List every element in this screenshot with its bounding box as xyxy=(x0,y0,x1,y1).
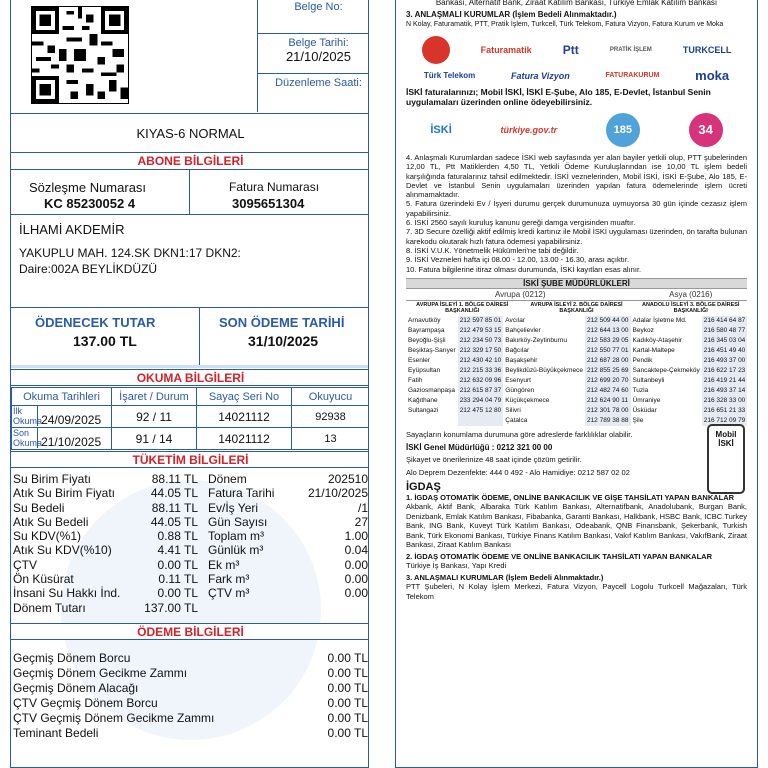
branch-phone: 216 651 21 33 xyxy=(703,407,746,415)
consumption-details xyxy=(13,472,368,615)
meter-serial: 14021112 xyxy=(197,428,292,450)
moka-logo: moka xyxy=(695,68,730,83)
branch-name: Üsküdar xyxy=(632,407,657,415)
partner-logos-row-1 xyxy=(406,36,747,64)
note-item: 6. İSKİ 2560 sayılı kuruluş kanunu gereği damga vergisinden muaftır. xyxy=(406,218,636,228)
address-line-2: Daire:002A BEYLİKDÜZÜ xyxy=(19,262,158,276)
belge-no-label: Belge No: xyxy=(258,0,369,34)
turkcell-logo: TURKCELL xyxy=(682,45,732,55)
consumption-value: 0.00 xyxy=(344,586,368,601)
invoice-front-panel xyxy=(10,0,369,768)
igdas-section xyxy=(406,493,747,602)
belge-tarihi-value: 21/10/2025 xyxy=(285,49,352,64)
consumption-label: İnsani Su Hakkı İnd. xyxy=(13,586,121,601)
belge-tarihi-label: Belge Tarihi: xyxy=(288,37,349,49)
table-row xyxy=(13,472,368,486)
consumption-label: ÇTV m³ xyxy=(208,586,250,601)
table-row xyxy=(13,501,368,515)
consumption-label: Su KDV(%1) xyxy=(13,529,82,544)
branch-phone: 216 328 33 00 xyxy=(703,397,746,405)
branch-name: Silivri xyxy=(505,407,521,415)
address-line-1: YAKUPLU MAH. 124.SK DKN1:17 DKN2: xyxy=(19,246,241,260)
note-item: 5. Fatura üzerindeki Ev / İşyeri durumu gerçek durumunuza uymuyorsa 30 gün içinde cezasız işlem yapabilirsiniz. xyxy=(406,199,747,218)
edevlet-logo: türkiye.gov.tr xyxy=(500,125,558,135)
table-row xyxy=(12,428,370,450)
note-item: 4. Anlaşmalı Kurumlardan sadece İSKİ web sayfasında yer alan bayiler yetkili olup, PTT şubelerinden 12,00 TL, Ptt Matiklerden 4,50 TL, Yetkili Ödeme Kuruluşlarından ise 10,00 TL işlem bedeli karşılığında faturalarınız tahsil edilmektedir. İSKİ veznelerinden, Mobil İSKİ, İSKİ E-Şube, Alo 185, E-Devlet ve İstanbul Senin uygulamaları üzerinden yapılan fatura ödemelerinde işlem ücreti alınmamaktadır. xyxy=(406,153,747,200)
branch-name: Şile xyxy=(632,417,644,425)
invoice-number: 3095651304 xyxy=(232,196,305,211)
branch-name: Beylikdüzü-Büyükçekmece xyxy=(505,367,583,375)
table-row xyxy=(406,366,747,376)
table-row xyxy=(13,558,368,572)
branch-name: Sancaktepe-Çekmeköy xyxy=(632,367,700,375)
igdas1-title: 1. İGDAŞ OTOMATİK ÖDEME, ONLİNE BANKACILIK VE GİŞE TAHSİLATI YAPAN BANKALAR xyxy=(406,492,735,502)
payment-details xyxy=(13,651,369,741)
branch-name: Beşiktaş-Sarıyer xyxy=(408,347,456,355)
branch-phone: 216 419 21 44 xyxy=(703,377,746,385)
reading-header: Okuma Tarihleri xyxy=(12,388,112,406)
due-date-label: SON ÖDEME TARİHİ xyxy=(219,315,345,330)
consumption-label: Günlük m³ xyxy=(208,543,264,558)
branch-name: Esenyurt xyxy=(505,377,531,385)
table-row xyxy=(406,406,747,416)
consumption-label: Fatura Tarihi xyxy=(208,486,275,501)
branch-name: Fatih xyxy=(408,377,423,385)
branch-phone: 212 699 20 70 xyxy=(586,377,629,385)
table-row xyxy=(406,396,747,406)
table-row xyxy=(406,416,747,426)
table-row xyxy=(406,326,747,336)
consumption-value: 88.11 TL xyxy=(151,472,198,486)
pratik-islem-logo: PRATİK İŞLEM xyxy=(609,47,652,53)
branch-phone: 212 479 53 15 xyxy=(459,327,502,335)
reader-id: 13 xyxy=(292,428,370,450)
alo185-logo: 185 xyxy=(606,113,640,147)
consumption-value: 88.11 TL xyxy=(151,500,198,515)
branch-name: Pendik xyxy=(632,357,653,365)
invoice-label: Fatura Numarası xyxy=(229,180,320,194)
consumption-label: Atık Su KDV(%10) xyxy=(13,543,112,558)
table-row xyxy=(12,406,370,428)
consumption-label: Ev/İş Yeri xyxy=(208,500,259,515)
branch-phone: 216 414 64 87 xyxy=(703,317,746,325)
table-row xyxy=(13,543,368,557)
table-row xyxy=(13,601,368,615)
document-info-box xyxy=(257,0,369,112)
branch-name: Çatalca xyxy=(505,417,528,425)
consumption-section-title: TÜKETİM BİLGİLERİ xyxy=(11,451,369,468)
igdas3-title: 3. ANLAŞMALI KURUMLAR (İşlem Bedeli Alınmaktadır.) xyxy=(406,572,604,582)
branch-phone: 212 632 09 96 xyxy=(459,377,502,385)
banks-line: Bankası, Alternatif Bank, Ziraat Katılım Bankası, Türkiye Emlak Katılım Bankası xyxy=(435,0,718,7)
amount-due-value: 137.00 TL xyxy=(73,333,137,349)
igdas1-text: Akbank, Aktif Bank, Albaraka Türk Katılım Bankası, Alternatifbank, Anadolubank, Burgan Bank, Denizbank, Emlak Katılım Bankası, Fibabanka, Garanti Bankası, Halkbank, HSBC Bank, ICBC Turkey Bank, ING Bank, Kuveyt Türk Katılım Bankası, Odeabank, QNB Finansbank, Şekerbank, Turkish Bank, Türk Ekonomi Bankası, Türkiye Finans Katılım Bankası, Vakıf Katılım Bankası, VakıfBank, Ziraat Bankası, Ziraat Katılım Bankası xyxy=(406,502,747,550)
branch-name: Güngören xyxy=(505,387,535,395)
istanbul-senin-logo: 34 xyxy=(689,113,723,147)
branch-name: Ümraniye xyxy=(632,397,661,405)
table-row xyxy=(406,316,747,326)
item3-title: 3. ANLAŞMALI KURUMLAR (İşlem Bedeli Alınmaktadır.) xyxy=(406,10,617,19)
turk-telekom-logo: Türk Telekom xyxy=(423,71,476,80)
branch-name: Kadıköy-Ataşehir xyxy=(632,337,683,345)
item3-text: N Kolay, Faturamatik, PTT, Pratik İşlem, Turkcell, Türk Telekom, Fatura Vizyon, Fatura Kurum ve Moka xyxy=(406,21,724,28)
complaint-note: Şikayet ve önerilerinize 48 saat içinde çözüm getirilir. xyxy=(406,454,582,464)
branch-name: Kağıthane xyxy=(408,397,438,405)
reading-value: 91 / 14 xyxy=(112,428,197,450)
reading-date: 24/09/2025 xyxy=(41,413,102,427)
note-item: 8. İSKİ V.U.K. Yönetmelik Hükümleri'ne tabi değildir. xyxy=(406,245,579,255)
branch-name: Gaziosmanpaşa xyxy=(408,387,455,395)
branch-phone: 212 301 78 00 xyxy=(586,407,629,415)
consumption-label: Dönem xyxy=(208,472,247,486)
consumption-label: Toplam m³ xyxy=(208,529,265,544)
note-item: 10. Fatura bilgilerine itiraz olması durumunda, İSKİ kayıtları esas alınır. xyxy=(406,264,642,274)
consumption-label: Atık Su Bedeli xyxy=(13,514,89,529)
branch-name: Arnavutköy xyxy=(408,317,441,325)
ptt-logo: Ptt xyxy=(562,43,579,57)
fatura-kurum-logo: FATURAKURUM xyxy=(605,72,660,79)
branch-phone: 212 475 12 80 xyxy=(459,407,502,415)
list-item: Geçmiş Dönem Alacağı 0.00 TL xyxy=(13,681,368,695)
branch-name: Kartal-Maltepe xyxy=(632,347,675,355)
iski-logo: İSKİ xyxy=(430,124,452,136)
reading-table xyxy=(11,387,369,450)
branch-phone: 216 345 03 04 xyxy=(703,337,746,345)
branch-phone: 233 294 04 79 xyxy=(459,397,502,405)
consumption-value: 21/10/2025 xyxy=(307,486,368,501)
branch-phone: 212 597 85 01 xyxy=(459,317,502,325)
branch-name: Bayrampaşa xyxy=(408,327,445,335)
reader-id: 92938 xyxy=(292,406,370,428)
branch-phone: 212 615 87 37 xyxy=(459,387,502,395)
branch-section-title: İSKİ ŞUBE MÜDÜRLÜKLERİ xyxy=(406,278,747,289)
reading-date: 21/10/2025 xyxy=(41,435,102,449)
table-row xyxy=(406,356,747,366)
branch-name: Avcılar xyxy=(505,317,526,325)
reading-row-label: Son Okuma xyxy=(13,428,43,448)
branch-phone xyxy=(458,416,504,426)
invoice-back-panel xyxy=(395,0,758,768)
list-item: Geçmiş Dönem Gecikme Zammı 0.00 TL xyxy=(13,666,368,680)
consumption-label: Fark m³ xyxy=(208,572,250,587)
branch-name: Sultanbeyli xyxy=(632,377,665,385)
faturamatik-logo: Faturamatik xyxy=(480,45,532,55)
consumption-value: 202510 xyxy=(327,472,368,486)
branch-name: Adalar İşletme Md. xyxy=(632,317,687,325)
branch-sides: Avrupa (0212) Asya (0216) xyxy=(406,289,747,301)
branch-phone: 212 550 77 01 xyxy=(586,347,629,355)
consumption-value: 27 xyxy=(354,514,368,529)
reading-header: Okuyucu xyxy=(292,388,370,406)
branch-phone: 216 493 37 14 xyxy=(703,387,746,395)
consumption-value: /1 xyxy=(357,500,368,515)
branch-phone: 212 215 33 36 xyxy=(459,367,502,375)
consumption-label: Su Birim Fiyatı xyxy=(13,472,92,486)
fatura-vizyon-logo: Fatura Vizyon xyxy=(511,70,570,81)
branch-name: Bahçelievler xyxy=(505,327,541,335)
table-row xyxy=(13,486,368,500)
nkolay-logo-icon xyxy=(422,36,450,64)
note-item: 7. 3D Secure özelliği aktif edilmiş kredi kartınız ile Mobil İSKİ uygulaması üzerinden, ön tarafta bulunan karekodu okutarak hızlı fatura ödemesi yapabilirsiniz. xyxy=(406,227,748,246)
igdas-title: İGDAŞ xyxy=(406,480,441,493)
online-payment-text: İSKİ faturalarınızı; Mobil İSKİ, İSKİ E-Şube, Alo 185, E-Devlet, İstanbul Senin uygulamaları üzerinden online ödeyebilirsiniz. xyxy=(406,87,711,107)
reading-row-label: İlk Okuma xyxy=(13,406,43,426)
payment-section-title: ÖDEME BİLGİLERİ xyxy=(11,623,369,640)
consumption-value: 0.00 TL xyxy=(157,557,198,572)
consumption-value: 44.05 TL xyxy=(150,486,198,501)
belge-tarihi-cell xyxy=(258,34,369,74)
consumption-value: 1.00 xyxy=(344,529,368,544)
branch-phone: 212 789 38 88 xyxy=(586,417,629,425)
table-row xyxy=(13,529,368,543)
reading-header: Sayaç Seri No xyxy=(197,388,292,406)
consumption-value: 0.11 TL xyxy=(158,572,198,587)
list-item: ÇTV Geçmiş Dönem Gecikme Zammı 0.00 TL xyxy=(13,711,368,725)
branch-name: Sultangazi xyxy=(408,407,439,415)
branch-phone: 216 712 09 79 xyxy=(703,417,746,425)
consumption-value: 0.00 TL xyxy=(157,586,198,601)
branch-phone: 212 855 25 69 xyxy=(586,367,629,375)
reading-header: İşaret / Durum xyxy=(112,388,197,406)
consumption-label: Atık Su Birim Fiyatı xyxy=(13,486,116,501)
branch-phone: 212 624 90 11 xyxy=(585,396,631,406)
branch-phone: 212 234 50 73 xyxy=(459,337,502,345)
igdas2-text: Türkiye İş Bankası, Yapı Kredi xyxy=(406,561,507,571)
meter-serial: 14021112 xyxy=(197,406,292,428)
online-channel-logos xyxy=(406,113,747,147)
branch-phone: 216 451 49 40 xyxy=(703,347,746,355)
consumption-label: Ek m³ xyxy=(208,557,240,572)
address-note: Sayaçların konumlama durumuna göre adreslerde farklılıklar olabilir. xyxy=(406,429,633,439)
branch-phone: 212 644 13 00 xyxy=(586,327,629,335)
branch-phone: 212 687 28 00 xyxy=(586,357,629,365)
branch-phone: 212 329 17 50 xyxy=(459,347,502,355)
consumption-label: Dönem Tutarı xyxy=(13,600,86,615)
list-item: ÇTV Geçmiş Dönem Borcu 0.00 TL xyxy=(13,696,368,710)
table-row xyxy=(13,586,368,600)
branch-phone: 216 580 48 77 xyxy=(703,327,746,335)
branch-phone: 216 622 17 23 xyxy=(703,367,746,375)
list-item: Teminant Bedeli 0.00 TL xyxy=(13,726,368,740)
table-row xyxy=(13,515,368,529)
reading-value: 92 / 11 xyxy=(112,406,197,428)
branch-name xyxy=(406,416,458,426)
branch-name: Beykoz xyxy=(632,327,654,335)
consumption-value: 137.00 TL xyxy=(144,600,198,615)
tariff-name: KIYAS-6 NORMAL xyxy=(11,113,369,153)
list-item: Geçmiş Dönem Borcu 0.00 TL xyxy=(13,651,368,665)
consumption-value: 44.05 TL xyxy=(150,514,198,529)
branch-name: Eyüpsultan xyxy=(408,367,441,375)
note-item: 9. İSKİ Vezneleri hafta içi 08.00 - 12.00, 13.00 - 16.30, arası açıktır. xyxy=(406,255,630,265)
branch-phone: 212 583 29 05 xyxy=(586,337,629,345)
consumption-value: 0.04 xyxy=(344,543,368,558)
branch-phone: 216 493 37 00 xyxy=(703,357,746,365)
igdas2-title: 2. İGDAŞ OTOMATİK ÖDEME VE ONLİNE BANKACILIK TAHSİLATI YAPAN BANKALAR xyxy=(406,551,712,561)
branch-col-headers: AVRUPA İSLEYİ 1. BÖLGE DAİRESİ BAŞKANLIĞI AVRUPA İSLEYİ 2. BÖLGE DAİRESİ BAŞKANLIĞI ANADOLU İSLEYİ 3. BÖLGE DAİRESİ BAŞKANLIĞI xyxy=(416,301,740,314)
consumption-value: 4.41 TL xyxy=(157,543,198,558)
contact-block xyxy=(406,430,747,478)
consumption-value: 0.00 xyxy=(344,557,368,572)
branch-phone: 212 482 74 60 xyxy=(586,387,629,395)
igdas3-text: PTT Şubeleri, N Kolay İşlem Merkezi, Fatura Vizyon, Paycell Logolu Turkcell Mağazaları, Türk Telekom xyxy=(406,582,747,601)
qr-code[interactable] xyxy=(31,6,129,104)
alo-lines: Alo Deprem Dezenfekte: 444 0 492 - Alo Hamidiye: 0212 587 02 02 xyxy=(406,467,630,477)
consumption-label: Ön Küsürat xyxy=(13,572,74,587)
table-row xyxy=(406,336,747,346)
contract-label: Sözleşme Numarası xyxy=(29,180,147,195)
mobil-iski-app-badge[interactable]: Mobil İSKİ xyxy=(707,424,745,494)
consumption-label: Gün Sayısı xyxy=(208,514,268,529)
branch-name: Bakırköy-Zeytinburnu xyxy=(505,337,568,345)
branch-name: Küçükçekmece xyxy=(505,397,550,405)
reading-section-title: OKUMA BİLGİLERİ xyxy=(11,369,369,386)
branch-phone: 212 430 42 10 xyxy=(459,357,502,365)
branch-phone: 212 509 44 00 xyxy=(586,317,629,325)
table-row xyxy=(406,376,747,386)
saat-label: Düzenleme Saati: xyxy=(275,77,362,89)
hq-phone: İSKİ Genel Müdürlüğü : 0212 321 00 00 xyxy=(406,442,553,452)
abone-section-title: ABONE BİLGİLERİ xyxy=(11,153,369,170)
due-date-value: 31/10/2025 xyxy=(248,333,319,349)
subscriber-name: İLHAMİ AKDEMİR xyxy=(19,222,125,237)
table-row xyxy=(406,346,747,356)
branch-name: Bağcılar xyxy=(505,347,530,355)
branch-name: Beyoğlu-Şişli xyxy=(408,337,446,345)
amount-due-label: ÖDENECEK TUTAR xyxy=(35,315,156,330)
notes-list xyxy=(406,153,747,274)
table-row xyxy=(406,386,747,396)
branch-name: Başakşehir xyxy=(505,357,538,365)
contract-number: KC 85230052 4 xyxy=(44,196,136,211)
branch-table xyxy=(406,316,747,426)
branch-name: Tuzla xyxy=(632,387,649,395)
branch-name: Esenler xyxy=(408,357,431,365)
consumption-value: 0.88 TL xyxy=(157,529,198,544)
partner-logos-row-2 xyxy=(406,68,747,83)
consumption-value: 0.00 xyxy=(344,572,368,587)
consumption-label: Su Bedeli xyxy=(13,500,65,515)
consumption-label: ÇTV xyxy=(13,557,37,572)
table-row xyxy=(13,572,368,586)
